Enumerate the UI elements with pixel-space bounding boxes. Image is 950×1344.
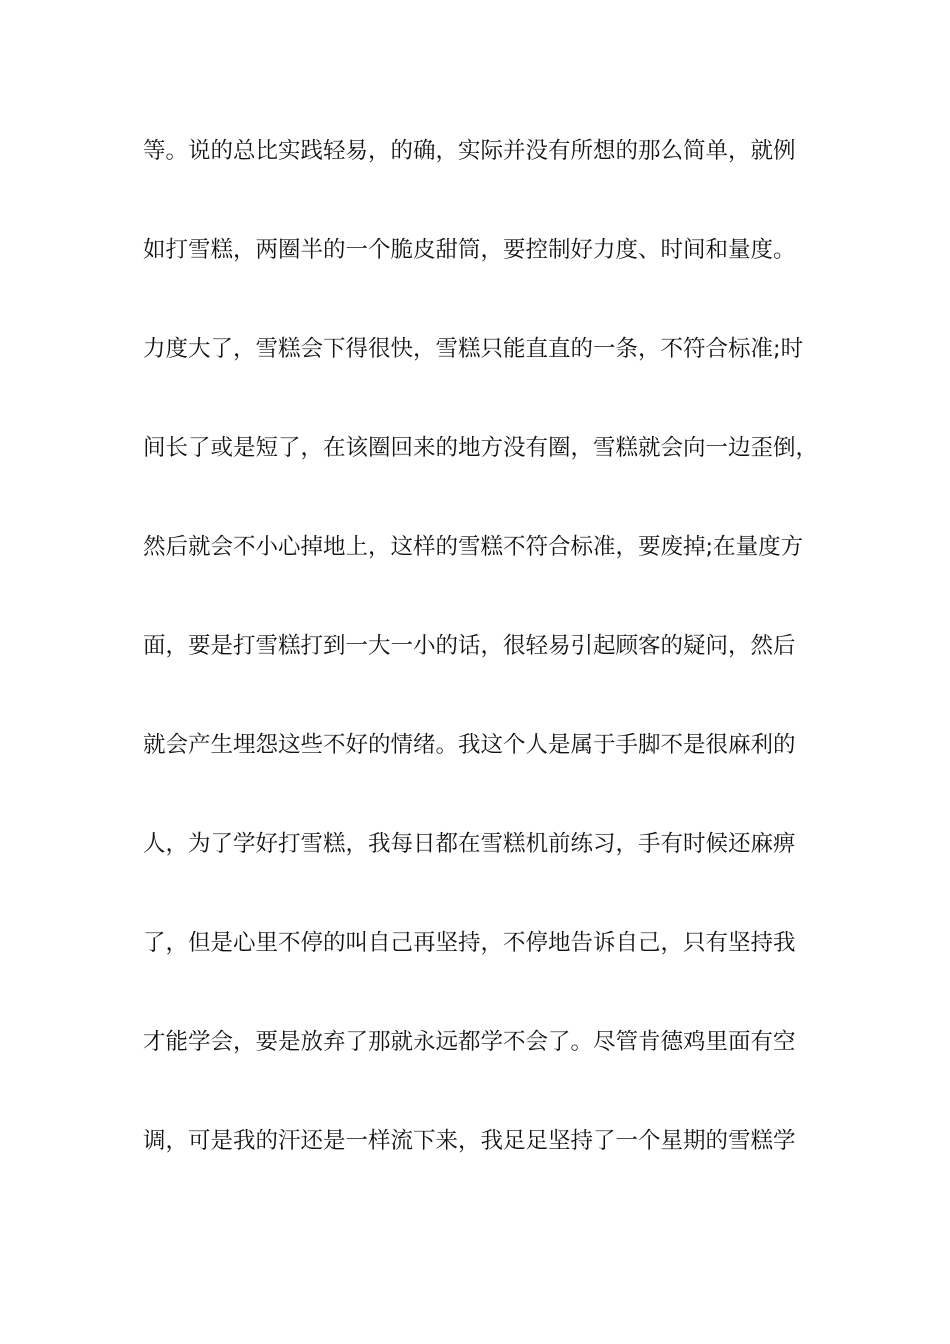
text-line: 然后就会不小心掉地上，这样的雪糕不符合标准，要废掉;在量度方: [143, 534, 804, 560]
text-line: 间长了或是短了，在该圈回来的地方没有圈，雪糕就会向一边歪倒，: [143, 435, 819, 461]
text-line: 等。说的总比实践轻易，的确，实际并没有所想的那么简单，就例: [143, 138, 796, 164]
body-text: [143, 126, 823, 1215]
text-line: 了，但是心里不停的叫自己再坚持，不停地告诉自己，只有坚持我: [143, 930, 796, 956]
text-line: 面，要是打雪糕打到一大一小的话，很轻易引起顾客的疑问，然后: [143, 633, 796, 659]
text-line: 如打雪糕，两圈半的一个脆皮甜筒，要控制好力度、时间和量度。: [143, 237, 796, 263]
text-line: 才能学会，要是放弃了那就永远都学不会了。尽管肯德鸡里面有空: [143, 1029, 796, 1055]
text-line: 人，为了学好打雪糕，我每日都在雪糕机前练习，手有时候还麻痹: [143, 831, 796, 857]
text-line: 就会产生埋怨这些不好的情绪。我这个人是属于手脚不是很麻利的: [143, 732, 796, 758]
text-line: 力度大了，雪糕会下得很快，雪糕只能直直的一条，不符合标准;时: [143, 336, 804, 362]
text-line: 调，可是我的汗还是一样流下来，我足足坚持了一个星期的雪糕学: [143, 1128, 796, 1154]
